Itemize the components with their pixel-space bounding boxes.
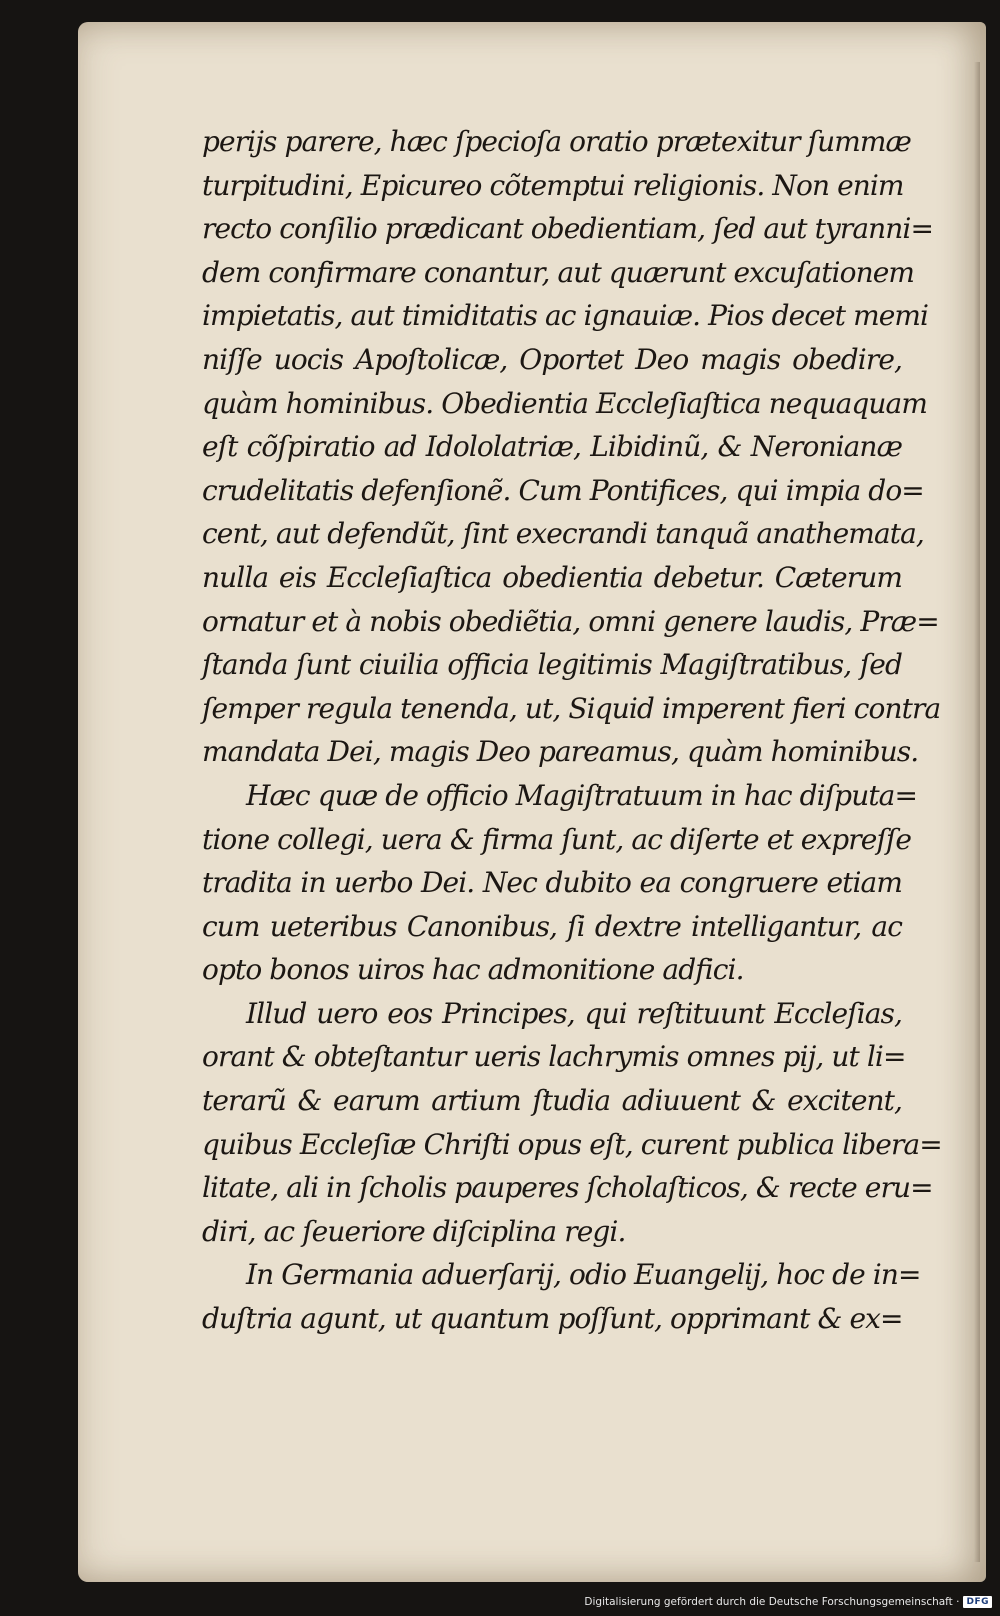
text-line: cent, aut defendũt, ſint execrandi tanquã anathemata,: [202, 517, 924, 551]
text-line: litate, ali in ſcholis pauperes ſcholaſticos, & recte eru=: [202, 1171, 933, 1205]
text-line: quàm hominibus. Obedientia Eccleſiaſtica nequaquam: [202, 386, 927, 420]
text-line: niſſe uocis Apoſtolicæ, Oportet Deo magis obedire,: [202, 342, 902, 376]
text-line: diri, ac ſeueriore diſciplina regi.: [202, 1214, 626, 1248]
text-line: recto conſilio prædicant obedientiam, ſed aut tyranni=: [202, 212, 934, 246]
dfg-logo-icon: DFG: [963, 1596, 992, 1608]
text-line: cum ueteribus Canonibus, ſi dextre intelligantur, ac: [202, 909, 902, 943]
text-line: dem confirmare conantur, aut quærunt excuſationem: [202, 255, 915, 289]
text-line: turpitudini, Epicureo cõtemptui religionis. Non enim: [202, 168, 904, 202]
text-line: quibus Eccleſiæ Chriſti opus eſt, curent publica libera=: [202, 1127, 942, 1161]
paragraph: [202, 120, 941, 774]
digitization-footer: [584, 1592, 992, 1612]
text-line: duſtria agunt, ut quantum poſſunt, opprimant & ex=: [202, 1302, 903, 1336]
text-line: ſemper regula tenenda, ut, Siquid imperent fieri contra: [202, 691, 941, 725]
text-line: mandata Dei, magis Deo pareamus, quàm hominibus.: [202, 735, 919, 769]
text-line: nulla eis Eccleſiaſtica obedientia debetur. Cæterum: [202, 560, 902, 594]
page-edge-shadow: [974, 62, 980, 1562]
text-line: perijs parere, hæc ſpecioſa oratio prætexitur ſummæ: [202, 125, 911, 158]
text-line: orant & obteſtantur ueris lachrymis omnes pij, ut li=: [202, 1040, 906, 1074]
text-line: crudelitatis defenſionẽ. Cum Pontifices, qui impia do=: [202, 473, 924, 507]
text-line: In Germania aduerſarij, odio Euangelij, hoc de in=: [246, 1258, 921, 1292]
text-line: impietatis, aut timiditatis ac ignauiæ. Pios decet memi: [202, 299, 929, 333]
text-line: terarũ & earum artium ſtudia adiuuent & excitent,: [202, 1084, 902, 1118]
paragraph: [202, 992, 942, 1254]
text-line: ſtanda ſunt ciuilia officia legitimis Magiſtratibus, ſed: [202, 648, 902, 682]
text-line: ornatur et à nobis obediẽtia, omni genere laudis, Præ=: [202, 604, 939, 638]
body-text: [202, 120, 942, 1341]
footer-credit: Digitalisierung gefördert durch die Deutsche Forschungsgemeinschaft ·: [584, 1596, 960, 1608]
paragraph: [202, 774, 918, 992]
text-line: tradita in uerbo Dei. Nec dubito ea congruere etiam: [202, 866, 902, 900]
text-line: Illud uero eos Principes, qui reſtituunt Eccleſias,: [246, 996, 902, 1030]
text-line: opto bonos uiros hac admonitione adfici.: [202, 953, 744, 987]
book-page: [78, 22, 986, 1582]
text-line: tione collegi, uera & firma ſunt, ac diſerte et expreſſe: [202, 822, 912, 856]
text-line: Hæc quæ de officio Magiſtratuum in hac diſputa=: [246, 778, 918, 812]
paragraph: [202, 1253, 921, 1340]
text-line: eſt cõſpiratio ad Idololatriæ, Libidinũ, & Neronianæ: [202, 430, 902, 464]
